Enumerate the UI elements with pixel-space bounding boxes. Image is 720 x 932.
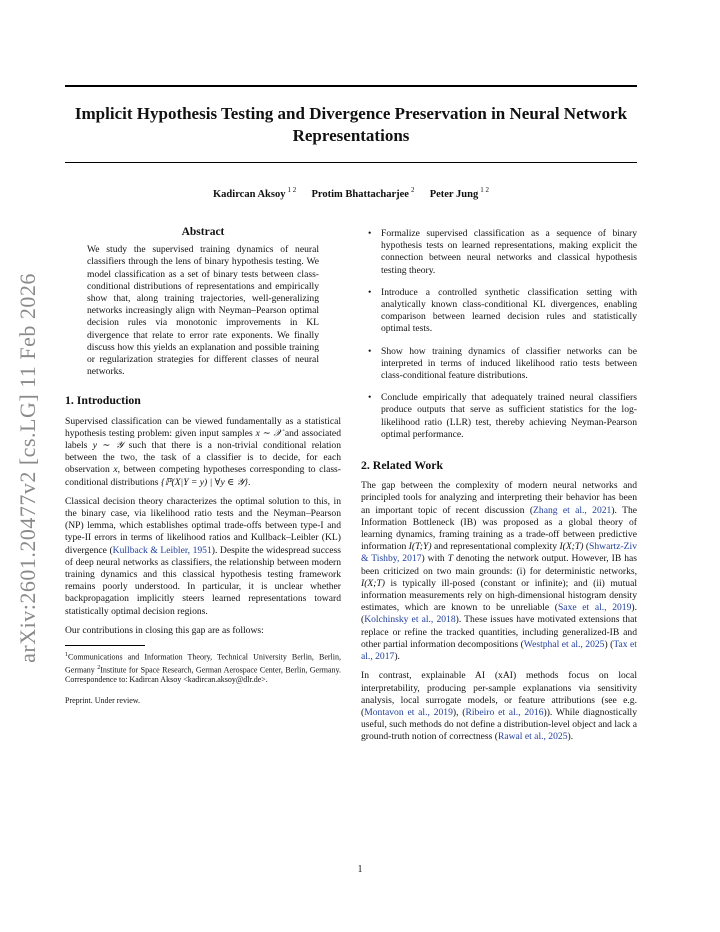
list-item: • Formalize supervised classification as a sequence of binary hypothesis tests on learned representations, making explicit the connection between neural networks and classical hypothesis testing theory.: [368, 228, 637, 276]
contribution-list: [361, 228, 637, 441]
citation-link[interactable]: Kullback & Leibler, 1951: [112, 544, 212, 556]
related-work-heading: 2. Related Work: [361, 458, 444, 473]
intro-heading: 1. Introduction: [65, 393, 141, 408]
related-paragraph-2: In contrast, explainable AI (xAI) methods focus on local interpretability, producing per-sample explanations via sensitivity analysis, local surrogate models, or feature attributions (see e.g. (Montavon et al., 2019), (Ribeiro et al., 2016)). While diagnostically useful, such methods do not define a distribution-level object and lack a ground-truth notion of correctness (Rawal et al., 2025).: [361, 670, 638, 743]
citation-link[interactable]: Kolchinsky et al., 2018: [364, 614, 456, 626]
citation-link[interactable]: Rawal et al., 2025: [497, 731, 568, 743]
title-rule-bottom: [65, 162, 637, 163]
citation-link[interactable]: Saxe et al., 2019: [557, 602, 632, 614]
related-paragraph-1: The gap between the complexity of modern neural networks and principled tools for analyzing and interpreting their behavior has been an important topic of recent discussion (Zhang et al., 2021). The Information Bottleneck (IB) was proposed as a global theory of learning dynamics, framing training as a trade-off between predictive information I(T;Y) and representational complexity I(X;T) (Shwartz-Ziv & Tishby, 2017) with T denoting the network output. However, IB has been criticized on two main grounds: (i) for deterministic networks, I(X;T) is typically ill-posed (constant or infinite); and (ii) mutual information measurements rely on high-dimensional histogram density estimates, which are known to be unreliable (Saxe et al., 2019). (Kolchinsky et al., 2018). These issues have motivated extensions that replace or refine the tracked quantities, including generalized-IB and other partial information decompositions (Westphal et al., 2025) (Tax et al., 2017).: [361, 480, 637, 663]
citation-link[interactable]: Shwartz-Ziv & Tishby, 2017: [361, 541, 637, 565]
citation-link[interactable]: Zhang et al., 2021: [533, 504, 612, 516]
citation-link[interactable]: Westphal et al., 2025: [523, 638, 605, 650]
author: Kadircan Aksoy $^{1 2}$: [213, 186, 297, 200]
intro-paragraph-3: Our contributions in closing this gap are as follows:: [65, 624, 264, 636]
author: Peter Jung $^{1 2}$: [429, 186, 489, 200]
abstract-text: We study the supervised training dynamics of neural classifiers through the lens of binary hypothesis testing. We model classification as a set of binary tests between class-conditional distributions of representations and empirically show that, along training trajectories, well-generalizing networks increasingly align with Neyman–Pearson optimal decision rules via monotonic improvements in KL divergence that relate to error rate exponents. We finally discuss how this yields an explanation and possible training or regularization strategies for different classes of neural networks.: [87, 244, 319, 378]
paper-title: Implicit Hypothesis Testing and Divergence Preservation in Neural Network Representations: [74, 104, 628, 145]
footnote-divider: [65, 645, 145, 646]
citation-link[interactable]: Montavon et al., 2019: [364, 706, 453, 718]
list-item: • Show how training dynamics of classifier networks can be interpreted in terms of induced likelihood ratio tests between class-conditional feature distributions.: [368, 345, 637, 382]
page-number: 1: [357, 864, 363, 875]
left-column: [65, 226, 341, 707]
arxiv-identifier: arXiv:2601.20477v2 [cs.LG] 11 Feb 2026: [15, 273, 40, 663]
list-item: • Conclude empirically that adequately trained neural classifiers produce outputs that serve as sufficient statistics for the log-likelihood ratio (LLR) test, thereby achieving Neyman-Pearson optimal performance.: [368, 392, 637, 440]
abstract-heading: Abstract: [181, 226, 225, 238]
author-list: [65, 186, 637, 200]
preprint-note: Preprint. Under review.: [65, 696, 141, 706]
citation-link[interactable]: Ribeiro et al., 2016: [465, 706, 544, 718]
footnote-affiliations: $^1$Communications and Information Theory, Technical University Berlin, Berlin, Germany $^2$Institute for Space Research, German Aerospace Center, Berlin, Germany. Correspondence to: Kadircan Aksoy <kadircan.aksoy@dlr.de>.: [65, 651, 341, 685]
author: Protim Bhattacharjee $^2$: [311, 186, 415, 200]
list-item: • Introduce a controlled synthetic classification setting with analytically known class-conditional KL divergences, enabling comparison between learned decision rules and statistically optimal tests.: [368, 286, 637, 335]
intro-paragraph-1: Supervised classification can be viewed fundamentally as a statistical hypothesis testing problem: given input samples x ∼ 𝒳 and associated labels y ∼ 𝒴 such that there is a non-trivial conditional relation between the two, the task of a classifier is to decide, for each observation x, between competing hypotheses corresponding to class-conditional distributions {ℙ(X|Y = y) | ∀y ∈ 𝒴}.: [65, 415, 342, 488]
intro-paragraph-2: Classical decision theory characterizes the optimal solution to this, in the binary case, via likelihood ratio tests and the Neyman–Pearson (NP) lemma, which establishes optimal trade-offs between type-I and type-II errors in terms of likelihood ratios and Kullback–Leibler (KL) divergence (Kullback & Leibler, 1951). Despite the widespread success of deep neural networks as classifiers, the relationship between modern training dynamics and this classical hypothesis testing framework remains poorly understood. In particular, it is unclear whether backpropagation implicitly steers learned representations toward statistically optimal decision regions.: [65, 495, 341, 617]
right-column: [361, 228, 637, 751]
title-rule-top: [65, 85, 637, 87]
citation-link[interactable]: Tax et al., 2017: [361, 638, 637, 663]
